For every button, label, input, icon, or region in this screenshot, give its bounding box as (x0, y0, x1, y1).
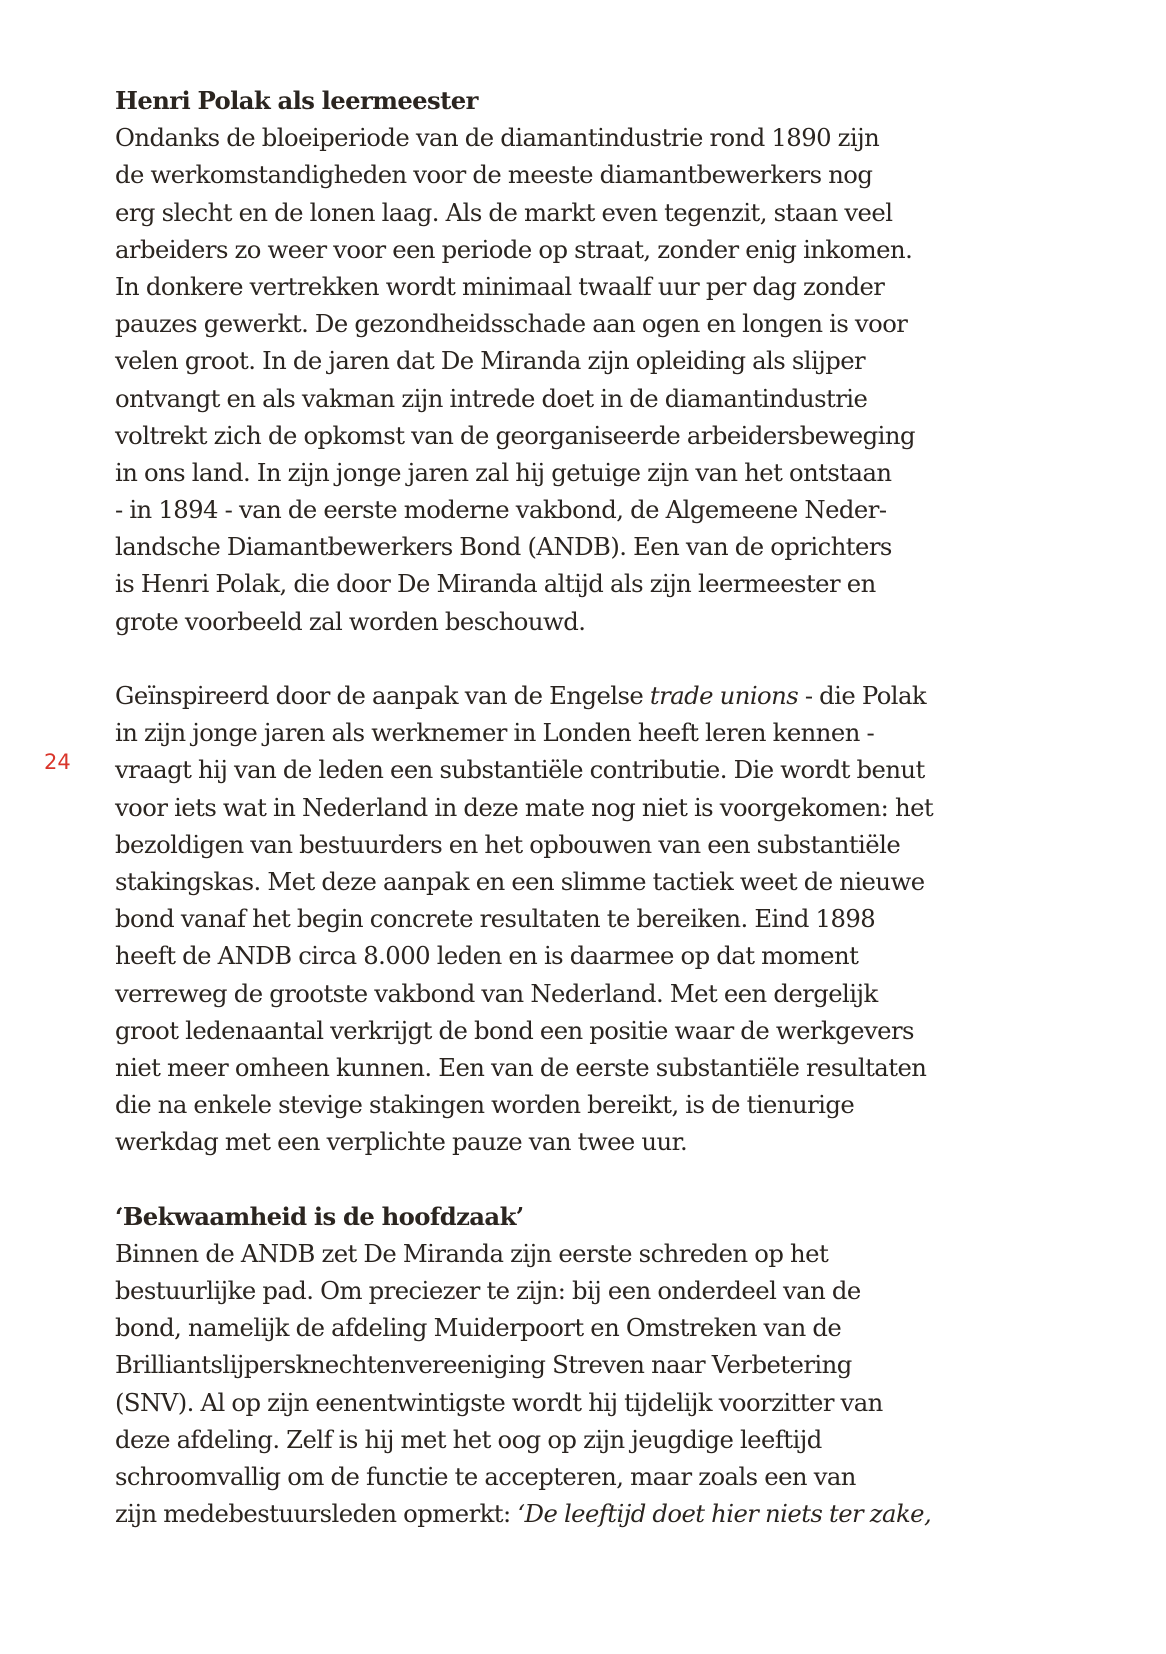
paragraph-line: grote voorbeeld zal worden beschouwd. (115, 606, 586, 636)
paragraph-line: bond, namelijk de afdeling Muiderpoort en Omstreken van de (115, 1313, 842, 1343)
paragraph-line: die na enkele stevige stakingen worden bereikt, is de tienurige (115, 1090, 855, 1120)
paragraph-line: deze afdeling. Zelf is hij met het oog op zijn jeugdige leeftijd (115, 1424, 822, 1454)
paragraph-line: schroomvallig om de functie te accepteren, maar zoals een van (115, 1461, 856, 1491)
paragraph-spacer (115, 1160, 995, 1197)
paragraph-line: pauzes gewerkt. De gezondheidsschade aan ogen en longen is voor (115, 309, 908, 339)
paragraph-line: landsche Diamantbewerkers Bond (ANDB). Een van de oprichters (115, 532, 892, 562)
paragraph-line: verreweg de grootste vakbond van Nederland. Met een dergelijk (115, 978, 878, 1008)
paragraph-line (115, 677, 995, 714)
paragraph-line: Ondanks de bloeiperiode van de diamantindustrie rond 1890 zijn (115, 123, 880, 153)
body-text (115, 82, 995, 1532)
text-run: - die Polak (798, 681, 927, 710)
paragraph-line: bestuurlijke pad. Om preciezer te zijn: bij een onderdeel van de (115, 1276, 861, 1305)
paragraph-line: In donkere vertrekken wordt minimaal twaalf uur per dag zonder (115, 271, 885, 301)
text-run: Geïnspireerd door de aanpak van de Engelse (115, 681, 650, 710)
paragraph-line: heeft de ANDB circa 8.000 leden en is daarmee op dat moment (115, 941, 859, 971)
paragraph-line: in ons land. In zijn jonge jaren zal hij getuige zijn van het ontstaan (115, 457, 892, 487)
text-run: zijn medebestuursleden opmerkt: (115, 1499, 518, 1529)
paragraph-line (115, 1495, 995, 1532)
section-heading: ‘Bekwaamheid is de hoofdzaak’ (115, 1201, 524, 1231)
italic-quote: ‘De leeftijd doet hier niets ter zake, (517, 1499, 932, 1529)
paragraph-spacer (115, 640, 995, 677)
paragraph-line: de werkomstandigheden voor de meeste diamantbewerkers nog (115, 160, 873, 190)
paragraph-line: bezoldigen van bestuurders en het opbouwen van een substantiële (115, 829, 901, 859)
section-heading: Henri Polak als leermeester (115, 86, 478, 115)
paragraph-line: voltrekt zich de opkomst van de georganiseerde arbeidersbeweging (115, 420, 915, 450)
paragraph-line: (SNV). Al op zijn eenentwintigste wordt hij tijdelijk voorzitter van (115, 1387, 883, 1417)
paragraph-line: - in 1894 - van de eerste moderne vakbond, de Algemeene Neder- (115, 495, 887, 525)
paragraph-line: ontvangt en als vakman zijn intrede doet in de diamantindustrie (115, 383, 868, 413)
page-number: 24 (44, 750, 71, 774)
paragraph-line: voor iets wat in Nederland in deze mate nog niet is voorgekomen: het (115, 792, 934, 822)
section-henri-polak (115, 82, 995, 640)
paragraph-line: werkdag met een verplichte pauze van twee uur. (115, 1127, 688, 1157)
paragraph-line: niet meer omheen kunnen. Een van de eerste substantiële resultaten (115, 1052, 927, 1082)
italic-term: trade unions (649, 681, 799, 710)
paragraph-line: vraagt hij van de leden een substantiële contributie. Die wordt benut (115, 755, 925, 785)
paragraph-line: arbeiders zo weer voor een periode op straat, zonder enig inkomen. (115, 234, 913, 264)
paragraph-line: Binnen de ANDB zet De Miranda zijn eerste schreden op het (115, 1238, 829, 1268)
section-bekwaamheid (115, 1198, 995, 1533)
paragraph-line: is Henri Polak, die door De Miranda altijd als zijn leermeester en (115, 569, 876, 599)
paragraph-line: stakingskas. Met deze aanpak en een slimme tactiek weet de nieuwe (115, 866, 925, 896)
paragraph-line: groot ledenaantal verkrijgt de bond een positie waar de werkgevers (115, 1015, 914, 1045)
section-trade-unions (115, 677, 995, 1160)
paragraph-line: erg slecht en de lonen laag. Als de markt even tegenzit, staan veel (115, 197, 893, 227)
paragraph-line: velen groot. In de jaren dat De Miranda zijn opleiding als slijper (115, 346, 866, 376)
paragraph-line: Brilliantslijpersknechtenvereeniging Streven naar Verbetering (115, 1350, 852, 1380)
paragraph-line: in zijn jonge jaren als werknemer in Londen heeft leren kennen - (115, 718, 875, 748)
paragraph-line: bond vanaf het begin concrete resultaten te bereiken. Eind 1898 (115, 904, 876, 934)
